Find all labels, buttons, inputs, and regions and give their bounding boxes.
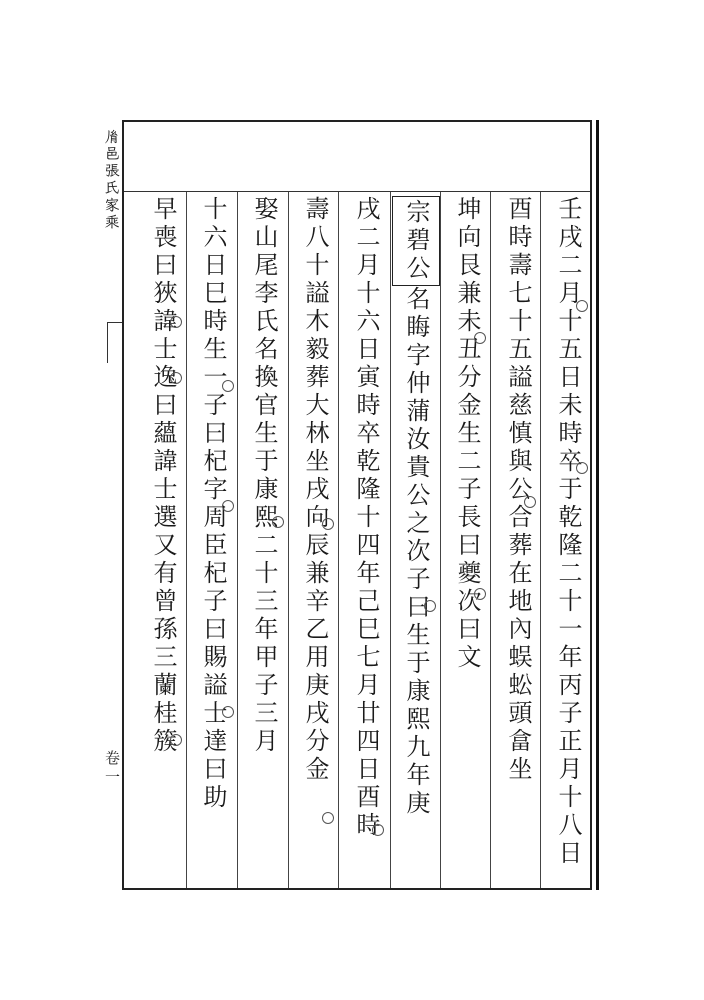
- text-column-8: 十六日巳時生一子曰杞字周臣杞子曰賜謚士達曰助: [199, 196, 227, 812]
- punctuation-circle: [576, 300, 588, 312]
- punctuation-circle: [272, 516, 284, 528]
- name-box: 宗碧公: [392, 196, 440, 286]
- column-rule: [338, 192, 339, 888]
- column-rule: [237, 192, 238, 888]
- text-column-3: 坤向艮兼未丑分金生二子長曰夔次曰文: [453, 196, 481, 672]
- punctuation-circle: [170, 372, 182, 384]
- punctuation-circle: [474, 332, 486, 344]
- punctuation-circle: [170, 734, 182, 746]
- text-column-9: 早喪曰狹諱士逸曰蘊諱士選又有曾孫三蘭桂簇: [149, 196, 177, 756]
- column-rule: [288, 192, 289, 888]
- column-rule: [490, 192, 491, 888]
- frame-right-rule: [596, 120, 599, 890]
- punctuation-circle: [222, 706, 234, 718]
- punctuation-circle: [576, 462, 588, 474]
- text-column-4-rest: 名䀲字仲蒲汝貴公之次子曰生于康熙九年庚: [402, 286, 430, 818]
- header-band: [124, 122, 590, 192]
- text-column-4: [394, 196, 440, 886]
- punctuation-circle: [474, 588, 486, 600]
- text-column-1: 壬戌二月十五日未時卒于乾隆二十一年丙子正月十八日: [554, 196, 582, 868]
- punctuation-circle: [322, 518, 334, 530]
- text-column-6: 壽八十謚木毅葬大林坐戌向辰兼辛乙用庚戌分金: [301, 196, 329, 784]
- column-rule: [440, 192, 441, 888]
- text-column-7: 娶山尾李氏名換官生于康熙二十三年甲子三月: [250, 196, 278, 756]
- punctuation-circle: [222, 380, 234, 392]
- margin-volume-label: 卷一: [103, 750, 121, 788]
- fish-tail-mark: [107, 322, 122, 363]
- text-column-5: 戌二月十六日寅時卒乾隆十四年己巳七月廿四日酉時: [352, 196, 380, 840]
- text-column-2: 酉時壽七十五謚慈慎與公合葬在地內蜈蚣頭畣坐: [504, 196, 532, 784]
- punctuation-circle: [372, 824, 384, 836]
- column-rule: [186, 192, 187, 888]
- punctuation-circle: [524, 496, 536, 508]
- column-rule: [390, 192, 391, 888]
- margin-title: 𦙍邑張氏家乘: [103, 128, 121, 230]
- punctuation-circle: [424, 600, 436, 612]
- punctuation-circle: [322, 812, 334, 824]
- punctuation-circle: [170, 316, 182, 328]
- punctuation-circle: [222, 500, 234, 512]
